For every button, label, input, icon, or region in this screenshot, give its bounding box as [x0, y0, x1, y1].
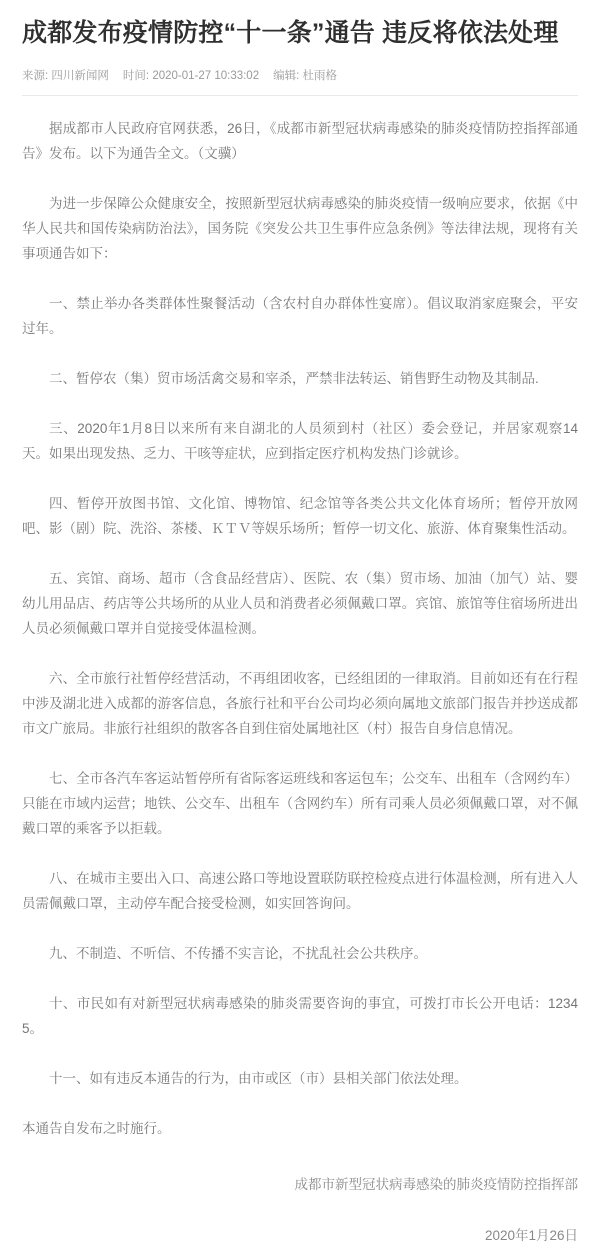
article-meta — [0, 52, 600, 84]
article-paragraph: 为进一步保障公众健康安全，按照新型冠状病毒感染的肺炎疫情一级响应要求，依据《中华人民共和国传染病防治法》，国务院《突发公共卫生事件应急条例》等法律法规，现将有关事项通告如下： — [22, 196, 578, 261]
page-title: 成都发布疫情防控“十一条”通告 违反将依法处理 — [22, 19, 559, 47]
article-paragraph: 四、暂停开放图书馆、文化馆、博物馆、纪念馆等各类公共文化体育场所；暂停开放网吧、影（剧）院、洗浴、茶楼、ＫＴＶ等娱乐场所；暂停一切文化、旅游、体育聚集性活动。 — [22, 496, 578, 536]
article-paragraph: 十一、如有违反本通告的行为，由市或区（市）县相关部门依法处理。 — [49, 1071, 468, 1086]
meta-editor — [273, 70, 337, 82]
article-paragraph: 八、在城市主要出入口、高速公路口等地设置联防联控检疫点进行体温检测，所有进入人员需佩戴口罩，主动停车配合接受检测，如实回答询问。 — [22, 871, 578, 911]
meta-source-value: 四川新闻网 — [51, 70, 109, 82]
article-paragraph: 三、2020年1月8日以来所有来自湖北的人员须到村（社区）委会登记，并居家观察14天。如果出现发热、乏力、干咳等症状，应到指定医疗机构发热门诊就诊。 — [22, 421, 578, 461]
article-body — [0, 96, 600, 1141]
article-paragraph: 七、全市各汽车客运站暂停所有省际客运班线和客运包车；公交车、出租车（含网约车）只能在市域内运营；地铁、公交车、出租车（含网约车）所有司乘人员必须佩戴口罩，对不佩戴口罩的乘客予以拒载。 — [22, 771, 578, 836]
signature-issuer: 成都市新型冠状病毒感染的肺炎疫情防控指挥部 — [294, 1177, 578, 1192]
meta-time-label: 时间: — [122, 70, 150, 82]
meta-time-value: 2020-01-27 10:33:02 — [152, 70, 260, 82]
article-closing: 本通告自发布之时施行。 — [22, 1121, 171, 1136]
meta-source-label: 来源: — [22, 70, 49, 82]
article-paragraph: 据成都市人民政府官网获悉，26日，《成都市新型冠状病毒感染的肺炎疫情防控指挥部通告》发布。以下为通告全文。（文骥） — [22, 121, 578, 161]
signature-date: 2020年1月26日 — [484, 1228, 578, 1243]
meta-editor-label: 编辑: — [273, 70, 300, 82]
article-paragraph: 六、全市旅行社暂停经营活动，不再组团收客，已经组团的一律取消。目前如还有在行程中涉及湖北进入成都的游客信息，各旅行社和平台公司均必须向属地文旅部门报告并抄送成都市文广旅局。非旅行社组织的散客各自到住宿处属地社区（村）报告自身信息情况。 — [22, 671, 578, 736]
article-paragraph: 五、宾馆、商场、超市（含食品经营店）、医院、农（集）贸市场、加油（加气）站、婴幼儿用品店、药店等公共场所的从业人员和消费者必须佩戴口罩。宾馆、旅馆等住宿场所进出人员必须佩戴口罩并自觉接受体温检测。 — [22, 571, 578, 636]
article-paragraph: 一、禁止举办各类群体性聚餐活动（含农村自办群体性宴席）。倡议取消家庭聚会，平安过年。 — [22, 296, 578, 336]
article-paragraph: 十、市民如有对新型冠状病毒感染的肺炎需要咨询的事宜，可拨打市长公开电话：12345。 — [22, 996, 578, 1036]
article-paragraph: 九、不制造、不听信、不传播不实言论，不扰乱社会公共秩序。 — [49, 946, 427, 961]
meta-editor-value: 杜雨格 — [302, 70, 338, 82]
article-paragraph: 二、暂停农（集）贸市场活禽交易和宰杀，严禁非法转运、销售野生动物及其制品. — [49, 371, 539, 386]
signature-block — [0, 1166, 600, 1248]
meta-time — [123, 70, 259, 82]
meta-source — [22, 70, 109, 82]
